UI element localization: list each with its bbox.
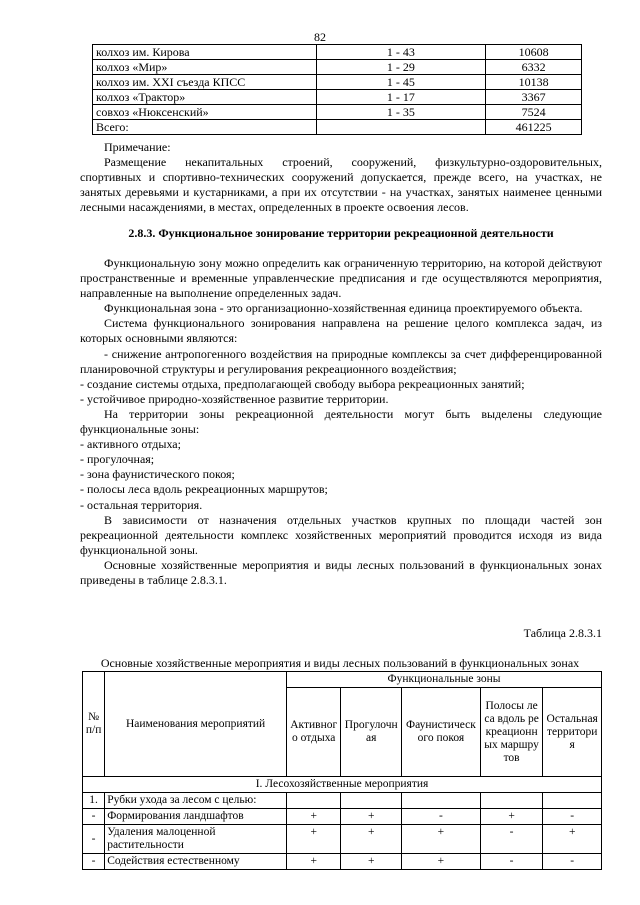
farm-name: колхоз им. XXI съезда КПСС <box>93 75 317 90</box>
zone-mark: + <box>286 854 341 870</box>
quarter-range: 1 - 17 <box>316 90 486 105</box>
zone-header: Активного отдыха <box>286 688 341 777</box>
zone-mark: + <box>341 825 402 854</box>
table-row <box>83 809 602 825</box>
farm-row <box>93 90 582 105</box>
zone-mark: - <box>402 809 481 825</box>
area-value: 461225 <box>486 120 582 135</box>
row-number: - <box>83 809 105 825</box>
zones-intro: На территории зоны рекреационной деятельности могут быть выделены следующие функциональные зоны: <box>80 406 602 437</box>
farm-name: колхоз им. Кирова <box>93 45 317 60</box>
col-number-header: № п/п <box>83 672 105 777</box>
zone-mark: - <box>543 809 602 825</box>
paragraph: Основные хозяйственные мероприятия и виды лесных пользований в функциональных зонах приведены в таблице 2.8.3.1. <box>80 557 602 587</box>
farm-row <box>93 75 582 90</box>
zone-item: - остальная территория. <box>80 497 203 512</box>
area-value: 7524 <box>486 105 582 120</box>
farms-table <box>92 44 582 135</box>
quarter-range: 1 - 43 <box>316 45 486 60</box>
zone-header: Фаунистического покоя <box>402 688 481 777</box>
row-number: 1. <box>83 793 105 809</box>
zone-mark <box>543 793 602 809</box>
zone-mark: + <box>480 809 543 825</box>
paragraph: Функциональную зону можно определить как ограниченную территорию, на которой действуют пространственные и временные управленческие предписания и где осуществляются мероприятия, направленные на выполнение определенных задач. <box>80 256 602 301</box>
row-number: - <box>83 825 105 854</box>
paragraph: Система функционального зонирования направлена на решение целого комплекса задач, из которых основными являются: <box>80 316 602 346</box>
zone-header: Остальная территория <box>543 688 602 777</box>
section-heading: 2.8.3. Функциональное зонирование территории рекреационной деятельности <box>128 226 554 240</box>
zones-group-header: Функциональные зоны <box>286 672 601 688</box>
section-row: I. Лесохозяйственные мероприятия <box>83 777 602 793</box>
zone-header: Прогулочная <box>341 688 402 777</box>
farm-name: совхоз «Нюксенский» <box>93 105 317 120</box>
farm-row <box>93 45 582 60</box>
area-value: 10608 <box>486 45 582 60</box>
table-label: Таблица 2.8.3.1 <box>523 626 602 640</box>
zone-mark <box>402 793 481 809</box>
section-body <box>80 256 602 588</box>
area-value: 6332 <box>486 60 582 75</box>
zone-item: - активного отдыха; <box>80 437 181 452</box>
task-item: - снижение антропогенного воздействия на природные комплексы за счет дифференцированной планировочной структуры и регулирования рекреационного воздействия; <box>80 346 602 376</box>
paragraph: В зависимости от назначения отдельных участков крупных по площади частей зон рекреационной деятельности комплекс хозяйственных мероприятий проводится исходя из вида функциональной зоны. <box>80 512 602 557</box>
zone-mark <box>480 793 543 809</box>
table-row <box>83 854 602 870</box>
farm-name: колхоз «Трактор» <box>93 90 317 105</box>
measure-name: Рубки ухода за лесом с целью: <box>105 793 287 809</box>
quarter-range <box>316 120 486 135</box>
zone-mark: - <box>480 825 543 854</box>
zone-mark: + <box>402 854 481 870</box>
table-title: Основные хозяйственные мероприятия и виды лесных пользований в функциональных зонах <box>100 656 580 670</box>
zone-mark: + <box>341 809 402 825</box>
area-value: 10138 <box>486 75 582 90</box>
farm-name: колхоз «Мир» <box>93 60 317 75</box>
page-number: 82 <box>314 30 326 44</box>
note-label: Примечание: <box>104 140 171 154</box>
zone-header: Полосы леса вдоль рекреационных маршрутов <box>480 688 543 777</box>
measure-name: Содействия естественному <box>105 854 287 870</box>
zone-mark: + <box>286 825 341 854</box>
area-value: 3367 <box>486 90 582 105</box>
quarter-range: 1 - 35 <box>316 105 486 120</box>
table-row <box>83 825 602 854</box>
zone-mark: + <box>286 809 341 825</box>
zone-mark <box>341 793 402 809</box>
col-name-header: Наименования мероприятий <box>105 672 287 777</box>
measures-table <box>82 671 602 870</box>
task-item: - создание системы отдыха, предполагающей свободу выбора рекреационных занятий; <box>80 376 525 391</box>
zone-mark: + <box>543 825 602 854</box>
farm-row <box>93 60 582 75</box>
measure-name: Формирования ландшафтов <box>105 809 287 825</box>
row-number: - <box>83 854 105 870</box>
zone-item: - полосы леса вдоль рекреационных маршрутов; <box>80 482 328 497</box>
zone-mark: + <box>402 825 481 854</box>
section-heading-block <box>80 226 602 241</box>
zone-mark: - <box>543 854 602 870</box>
quarter-range: 1 - 29 <box>316 60 486 75</box>
paragraph: Функциональная зона - это организационно-хозяйственная единица проектируемого объекта. <box>104 301 583 316</box>
zone-item: - зона фаунистического покоя; <box>80 467 235 482</box>
table-row <box>83 793 602 809</box>
farm-row <box>93 120 582 135</box>
task-item: - устойчивое природно-хозяйственное развитие территории. <box>80 391 389 406</box>
zone-mark: - <box>480 854 543 870</box>
note-block <box>80 140 602 215</box>
measure-name: Удаления малоценной растительности <box>105 825 287 854</box>
quarter-range: 1 - 45 <box>316 75 486 90</box>
note-text: Размещение некапитальных строений, сооружений, физкультурно-оздоровительных, спортивных и спортивно-технических сооружений допускается, прежде всего, на участках, не занятых деревьями и кустарниками, а при их отсутствии - на участках, занятых наименее ценными лесными насаждениями, в местах, определенных в проекте освоения лесов. <box>80 155 602 215</box>
zone-mark: + <box>341 854 402 870</box>
zone-item: - прогулочная; <box>80 452 155 467</box>
farm-row <box>93 105 582 120</box>
zone-mark <box>286 793 341 809</box>
farm-name: Всего: <box>93 120 317 135</box>
